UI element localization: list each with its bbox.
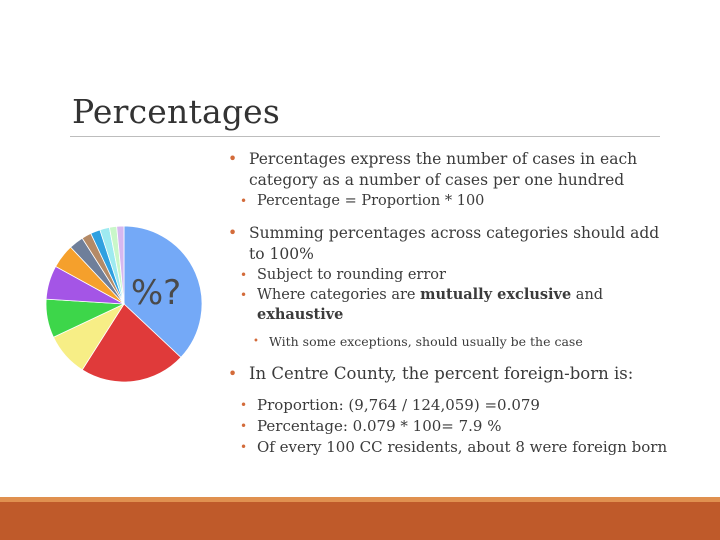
bullet-item xyxy=(228,149,678,191)
bullet-dot-icon: • xyxy=(240,194,248,208)
bullet-text: Summing percentages across categories should add to 100% xyxy=(249,224,660,263)
sub-sub-bullet-text: With some exceptions, should usually be the case xyxy=(269,334,583,349)
bullet-dot-icon: • xyxy=(240,398,248,412)
bullet-text: In Centre County, the percent foreign-born is: xyxy=(249,364,634,383)
bullet-dot-icon: • xyxy=(228,224,238,242)
sub-bullet-text: Percentage = Proportion * 100 xyxy=(257,193,485,209)
bullet-dot-icon: • xyxy=(240,440,248,454)
sub-bullet-text xyxy=(257,285,678,325)
bullet-text: Percentages express the number of cases in each category as a number of cases per one hundred xyxy=(249,150,638,189)
text-run: Where categories are xyxy=(257,287,421,303)
sub-bullet-text: Of every 100 CC residents, about 8 were foreign born xyxy=(257,438,668,456)
bullet-list xyxy=(228,149,678,458)
sub-bullet-item xyxy=(228,191,678,211)
bold-text: exhaustive xyxy=(257,306,344,323)
pie-label: %? xyxy=(130,273,182,313)
bullet-dot-icon: • xyxy=(253,336,259,347)
title-divider xyxy=(70,136,660,137)
bullet-dot-icon: • xyxy=(240,268,248,282)
sub-bullet-item xyxy=(228,437,678,458)
bullet-item xyxy=(228,363,678,385)
bold-text: mutually exclusive xyxy=(420,286,572,303)
slide-title: Percentages xyxy=(72,92,281,131)
sub-sub-bullet-item xyxy=(228,333,678,351)
pie-chart xyxy=(44,224,204,384)
sub-bullet-text: Subject to rounding error xyxy=(257,267,446,283)
sub-bullet-text: Proportion: (9,764 / 124,059) =0.079 xyxy=(257,396,540,414)
sub-bullet-text: Percentage: 0.079 * 100= 7.9 % xyxy=(257,417,502,435)
sub-bullet-item xyxy=(228,285,678,325)
bullet-dot-icon: • xyxy=(228,365,238,383)
text-run: and xyxy=(571,287,604,303)
sub-bullet-item xyxy=(228,395,678,416)
bullet-dot-icon: • xyxy=(240,288,248,302)
bullet-dot-icon: • xyxy=(228,150,238,168)
bullet-item xyxy=(228,223,678,265)
sub-bullet-item xyxy=(228,416,678,437)
footer-bar xyxy=(0,502,720,540)
sub-bullet-item xyxy=(228,265,678,285)
bullet-dot-icon: • xyxy=(240,419,248,433)
